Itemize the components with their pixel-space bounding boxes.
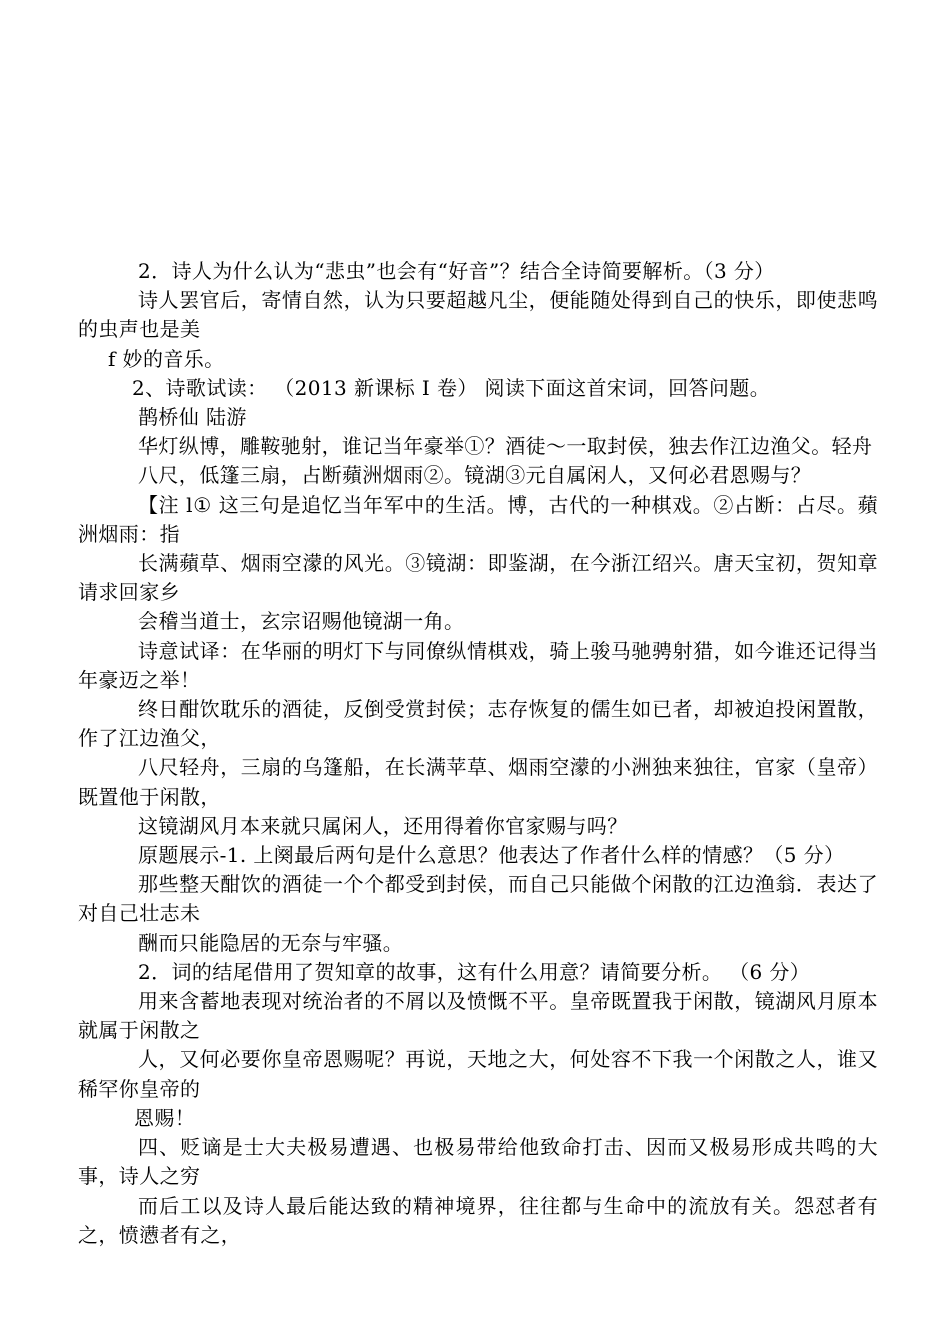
- poem-line: 华灯纵博，雕鞍驰射，谁记当年豪举①？酒徒～一取封侯，独去作江边渔父。轻舟: [138, 434, 873, 459]
- translation-paragraph: 这镜湖风月本来就只属闲人，还用得着你官家赐与吗？: [138, 813, 628, 838]
- translation-paragraph: 诗意试译：在华丽的明灯下与同僚纵情棋戏，骑上骏马驰骋射猎，如今谁还记得当年豪迈之举！: [78, 638, 878, 692]
- poem-title: 鹊桥仙 陆游: [138, 405, 247, 430]
- original-answer-1: 那些整天酣饮的酒徒一个个都受到封侯，而自己只能做个闲散的江边渔翁．表达了对自己壮志未: [78, 872, 878, 926]
- translation-paragraph: 终日酣饮耽乐的酒徒，反倒受赏封侯；志存恢复的儒生如已者，却被迫投闲置散，作了江边渔父，: [78, 697, 878, 751]
- original-answer-2-end: 恩赐！: [134, 1105, 196, 1130]
- poem-note: 会稽当道士，玄宗诏赐他镜湖一角。: [138, 609, 465, 634]
- original-answer-1-continued: 酬而只能隐居的无奈与牢骚。: [138, 930, 404, 955]
- poem-line: 八尺，低篷三扇，占断蘋洲烟雨②。镜湖③元自属闲人，又何必君恩赐与？: [138, 463, 812, 488]
- poem-note: 【注 l① 这三句是追忆当年军中的生活。博，古代的一种棋戏。②占断：占尽。蘋洲烟雨：指: [78, 492, 878, 546]
- reading-intro: 2、诗歌试读： （2013 新课标 I 卷） 阅读下面这首宋词，回答问题。: [132, 375, 771, 400]
- original-answer-2-continued: 人，又何必要你皇帝恩赐呢？再说，天地之大，何处容不下我一个闲散之人，谁又稀罕你皇帝的: [78, 1047, 878, 1101]
- document-body: [78, 257, 878, 1250]
- section-4-paragraph: 四、贬谪是士大夫极易遭遇、也极易带给他致命打击、因而又极易形成共鸣的大事，诗人之穷: [78, 1135, 878, 1189]
- answer-2-continued: f 妙的音乐。: [108, 346, 225, 371]
- section-4-paragraph: 而后工以及诗人最后能达致的精神境界，往往都与生命中的流放有关。怨怼者有之，愤懑者有之，: [78, 1193, 878, 1247]
- question-2: 2．诗人为什么认为“悲虫”也会有“好音”？结合全诗简要解析。（3 分）: [138, 259, 775, 283]
- original-answer-2: 用来含蓄地表现对统治者的不屑以及愤慨不平。皇帝既置我于闲散，镜湖风月原本就属于闲散之: [78, 989, 878, 1043]
- original-question-2: 2．词的结尾借用了贺知章的故事，这有什么用意？请简要分析。 （6 分）: [138, 959, 811, 984]
- original-question-1: 原题展示-1. 上阕最后两句是什么意思？他表达了作者什么样的情感？（5 分）: [138, 843, 845, 868]
- poem-note: 长满蘋草、烟雨空濛的风光。③镜湖：即鉴湖，在今浙江绍兴。唐天宝初，贺知章请求回家乡: [78, 551, 878, 605]
- answer-2: 诗人罢官后，寄情自然，认为只要超越凡尘，便能随处得到自己的快乐，即使悲鸣的虫声也是美: [78, 288, 878, 342]
- translation-paragraph: 八尺轻舟，三扇的乌篷船，在长满苹草、烟雨空濛的小洲独来独往，官家（皇帝）既置他于闲散，: [78, 755, 878, 809]
